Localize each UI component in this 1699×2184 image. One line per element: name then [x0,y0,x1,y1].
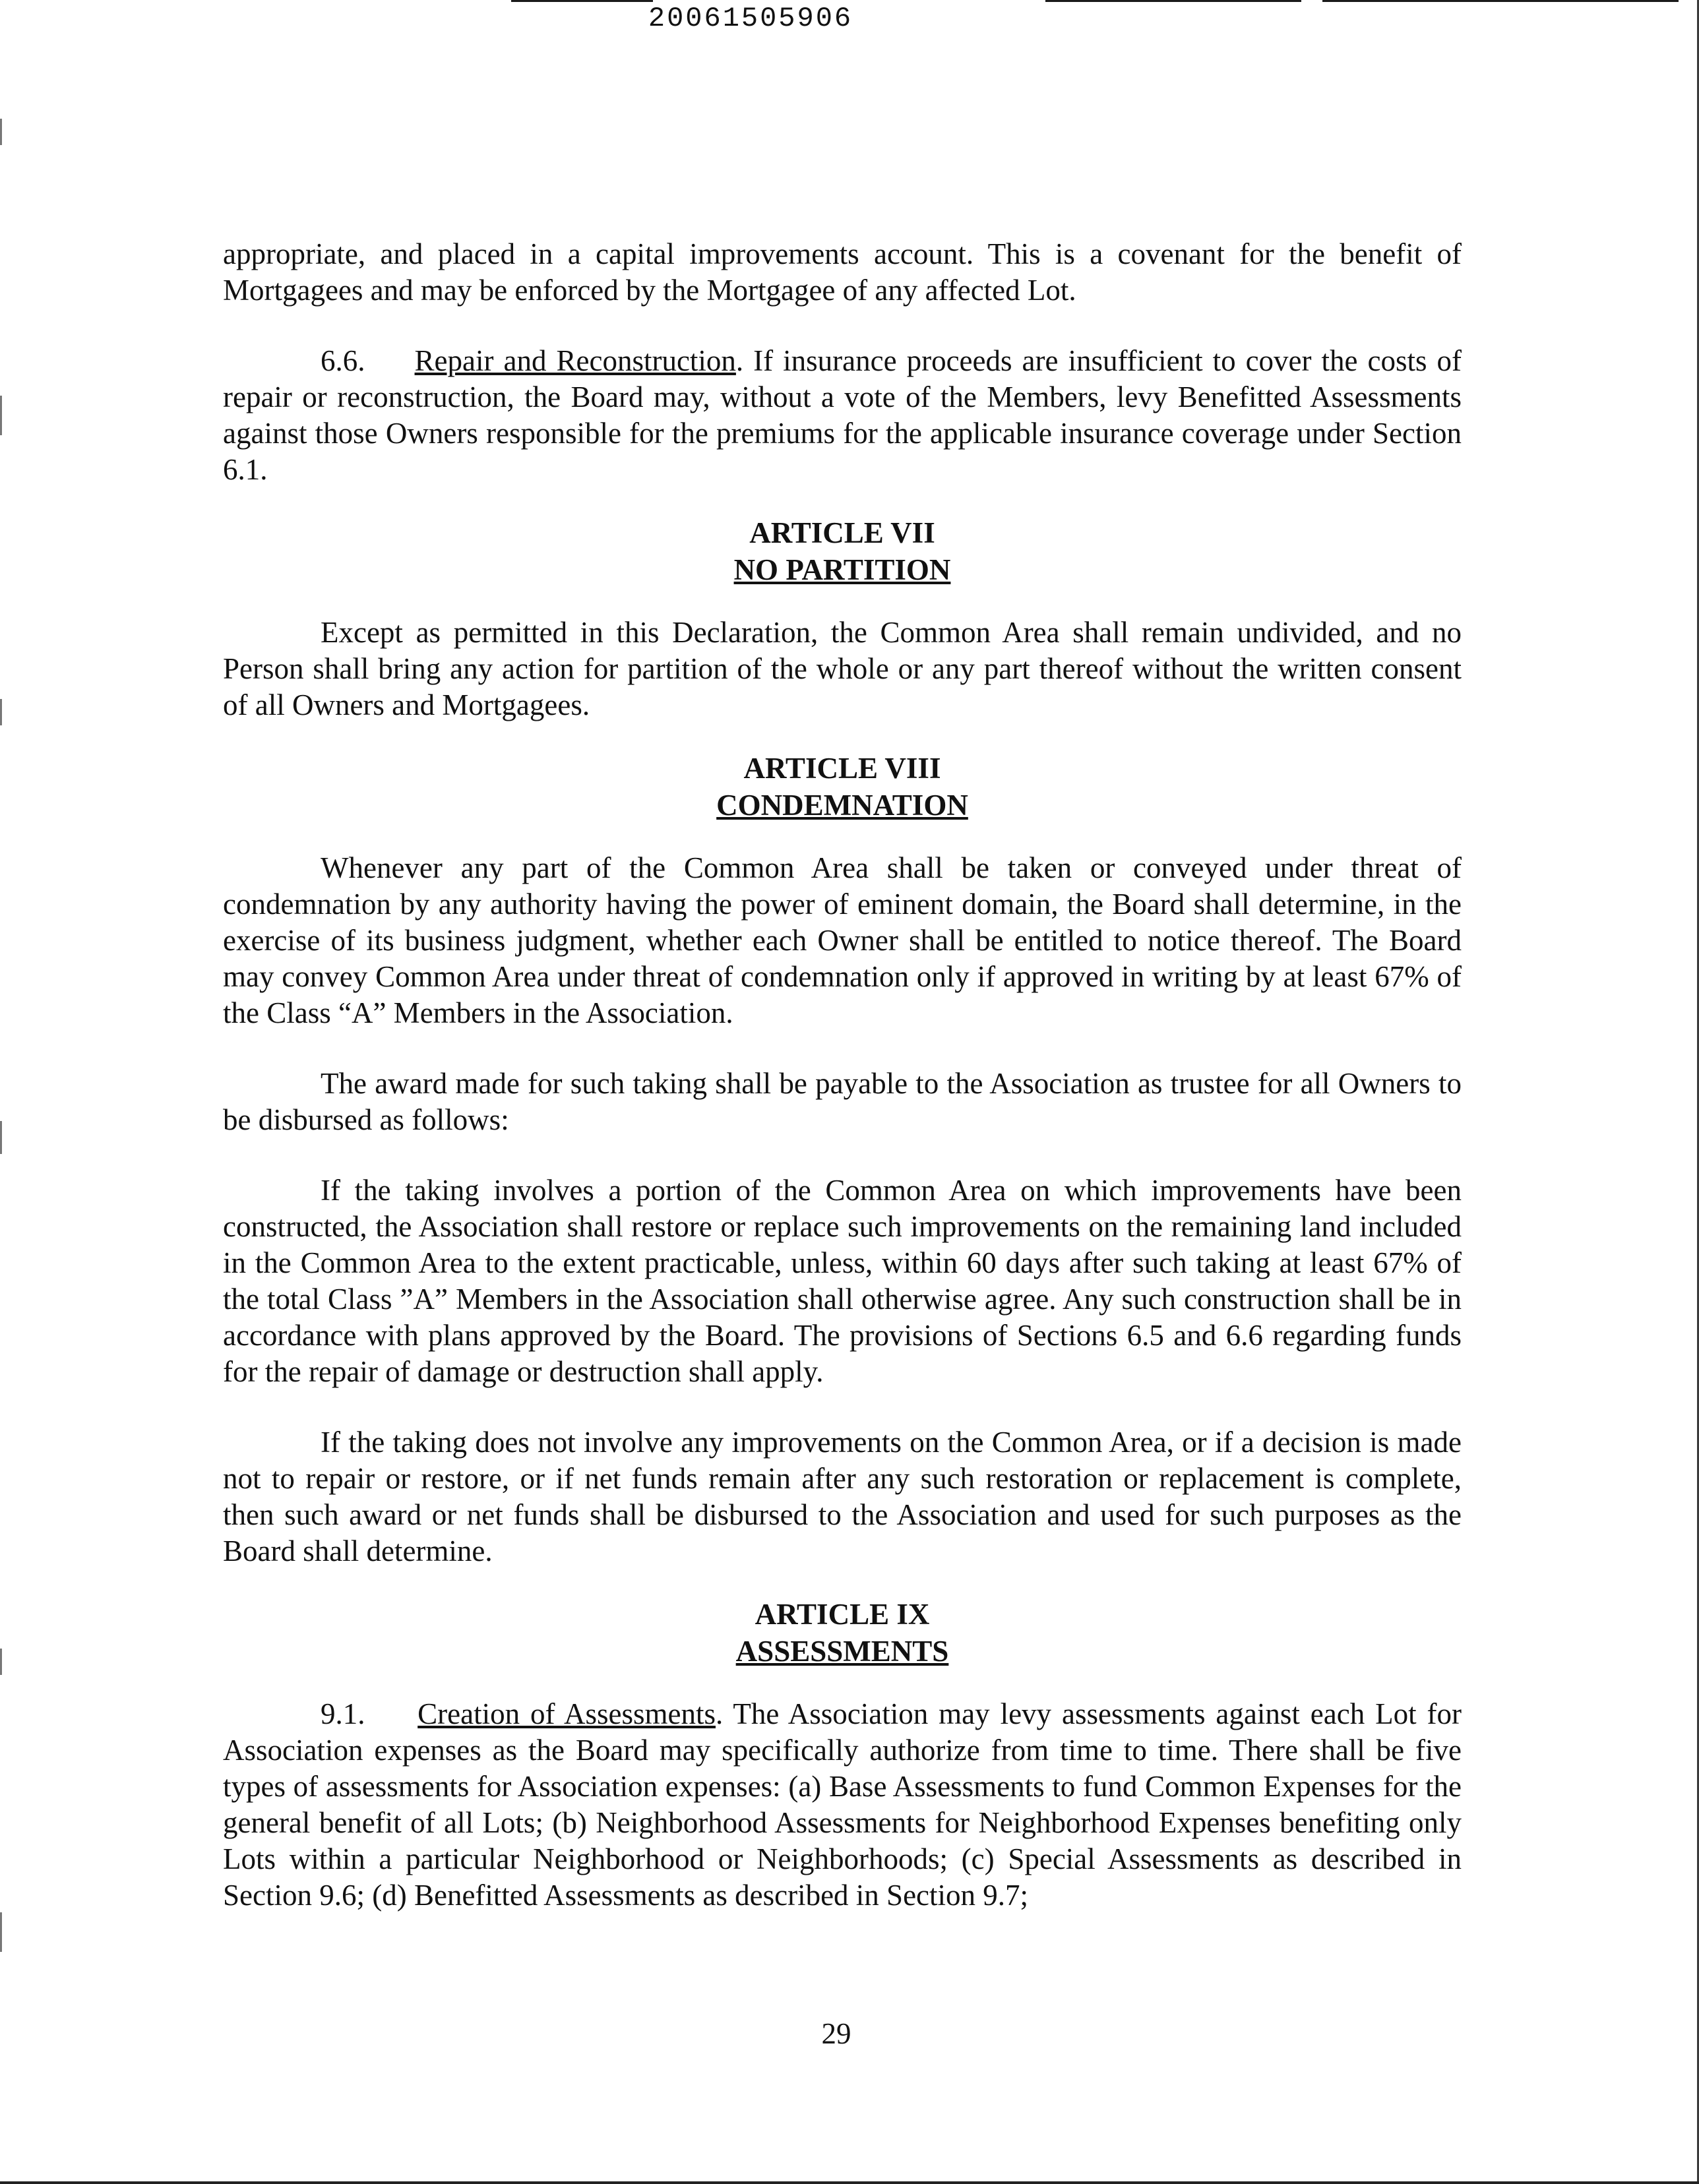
paragraph: If the taking does not involve any improvements on the Common Area, or if a decision is made not to repair or restore, or if net funds remain after any such restoration or replacement is complete, then such award or net funds shall be disbursed to the Association and used for such purposes as the Board shall determine. [223,1426,1462,1567]
paragraph: If the taking involves a portion of the Common Area on which improvements have been constructed, the Association shall restore or replace such improvements on the remaining land included in the Common Area to the extent practicable, unless, within 60 days after such taking at least 67% of the total Class ”A” Members in the Association shall otherwise agree. Any such construction shall be in accordance with plans approved by the Board. The provisions of Sections 6.5 and 6.6 regarding funds for the repair of damage or destruction shall apply. [223,1174,1462,1388]
paragraph: The award made for such taking shall be payable to the Association as trustee for all Owners to be disbursed as follows: [223,1067,1462,1136]
paragraph: Whenever any part of the Common Area shall be taken or conveyed under threat of condemnation by any authority having the power of eminent domain, the Board shall determine, in the exercise of its business judgment, whether each Owner shall be entitled to notice thereof. The Board may convey Common Area under threat of condemnation only if approved in writing by at least 67% of the Class “A” Members in the Association. [223,851,1462,1029]
section-title: Repair and Reconstruction [414,344,736,377]
article-heading: ARTICLE VIII [743,752,941,785]
article-heading: ARTICLE VII [749,516,935,549]
scan-left-mark [0,1912,2,1952]
section-body: . If insurance proceeds are insufficient to cover the costs of repair or reconstruction, the Board may, without a vote of the Members, levy Benefitted Assessments against those Owners responsible for the premiums for the applicable insurance coverage under Section 6.1. [223,344,1462,486]
section-title: Creation of Assessments [417,1697,716,1730]
section-6-6 [223,343,1462,488]
scan-left-mark [0,1649,2,1675]
scan-left-mark [0,1121,2,1154]
scan-left-mark [0,396,2,435]
page-number: 29 [821,2017,851,2050]
document-id: 20061505906 [648,3,853,34]
article-heading: ARTICLE IX [755,1598,930,1631]
document-body [223,236,1462,1914]
article-title: ASSESSMENTS [735,1635,949,1668]
section-number: 9.1. [321,1697,365,1730]
paragraph: appropriate, and placed in a capital improvements account. This is a covenant for the benefit of Mortgagees and may be enforced by the Mortgagee of any affected Lot. [223,237,1462,307]
scan-bottom-edge [0,2181,1699,2184]
section-body: . The Association may levy assessments against each Lot for Association expenses as the Board may specifically authorize from time to time. There shall be five types of assessments for Association expenses: (a) Base Assessments to fund Common Expenses for the general benefit of all Lots; (b) Neighborhood Assessments for Neighborhood Expenses benefiting only Lots within a particular Neighborhood or Neighborhoods; (c) Special Assessments as described in Section 9.6; (d) Benefitted Assessments as described in Section 9.7; [223,1697,1462,1912]
section-9-1 [223,1696,1462,1914]
section-number: 6.6. [321,344,365,377]
article-title: NO PARTITION [733,553,951,586]
scan-left-mark [0,119,2,145]
scan-left-mark [0,699,2,725]
paragraph: Except as permitted in this Declaration, the Common Area shall remain undivided, and no Person shall bring any action for partition of the whole or any part thereof without the written consent of all Owners and Mortgagees. [223,616,1462,721]
article-title: CONDEMNATION [716,789,968,822]
